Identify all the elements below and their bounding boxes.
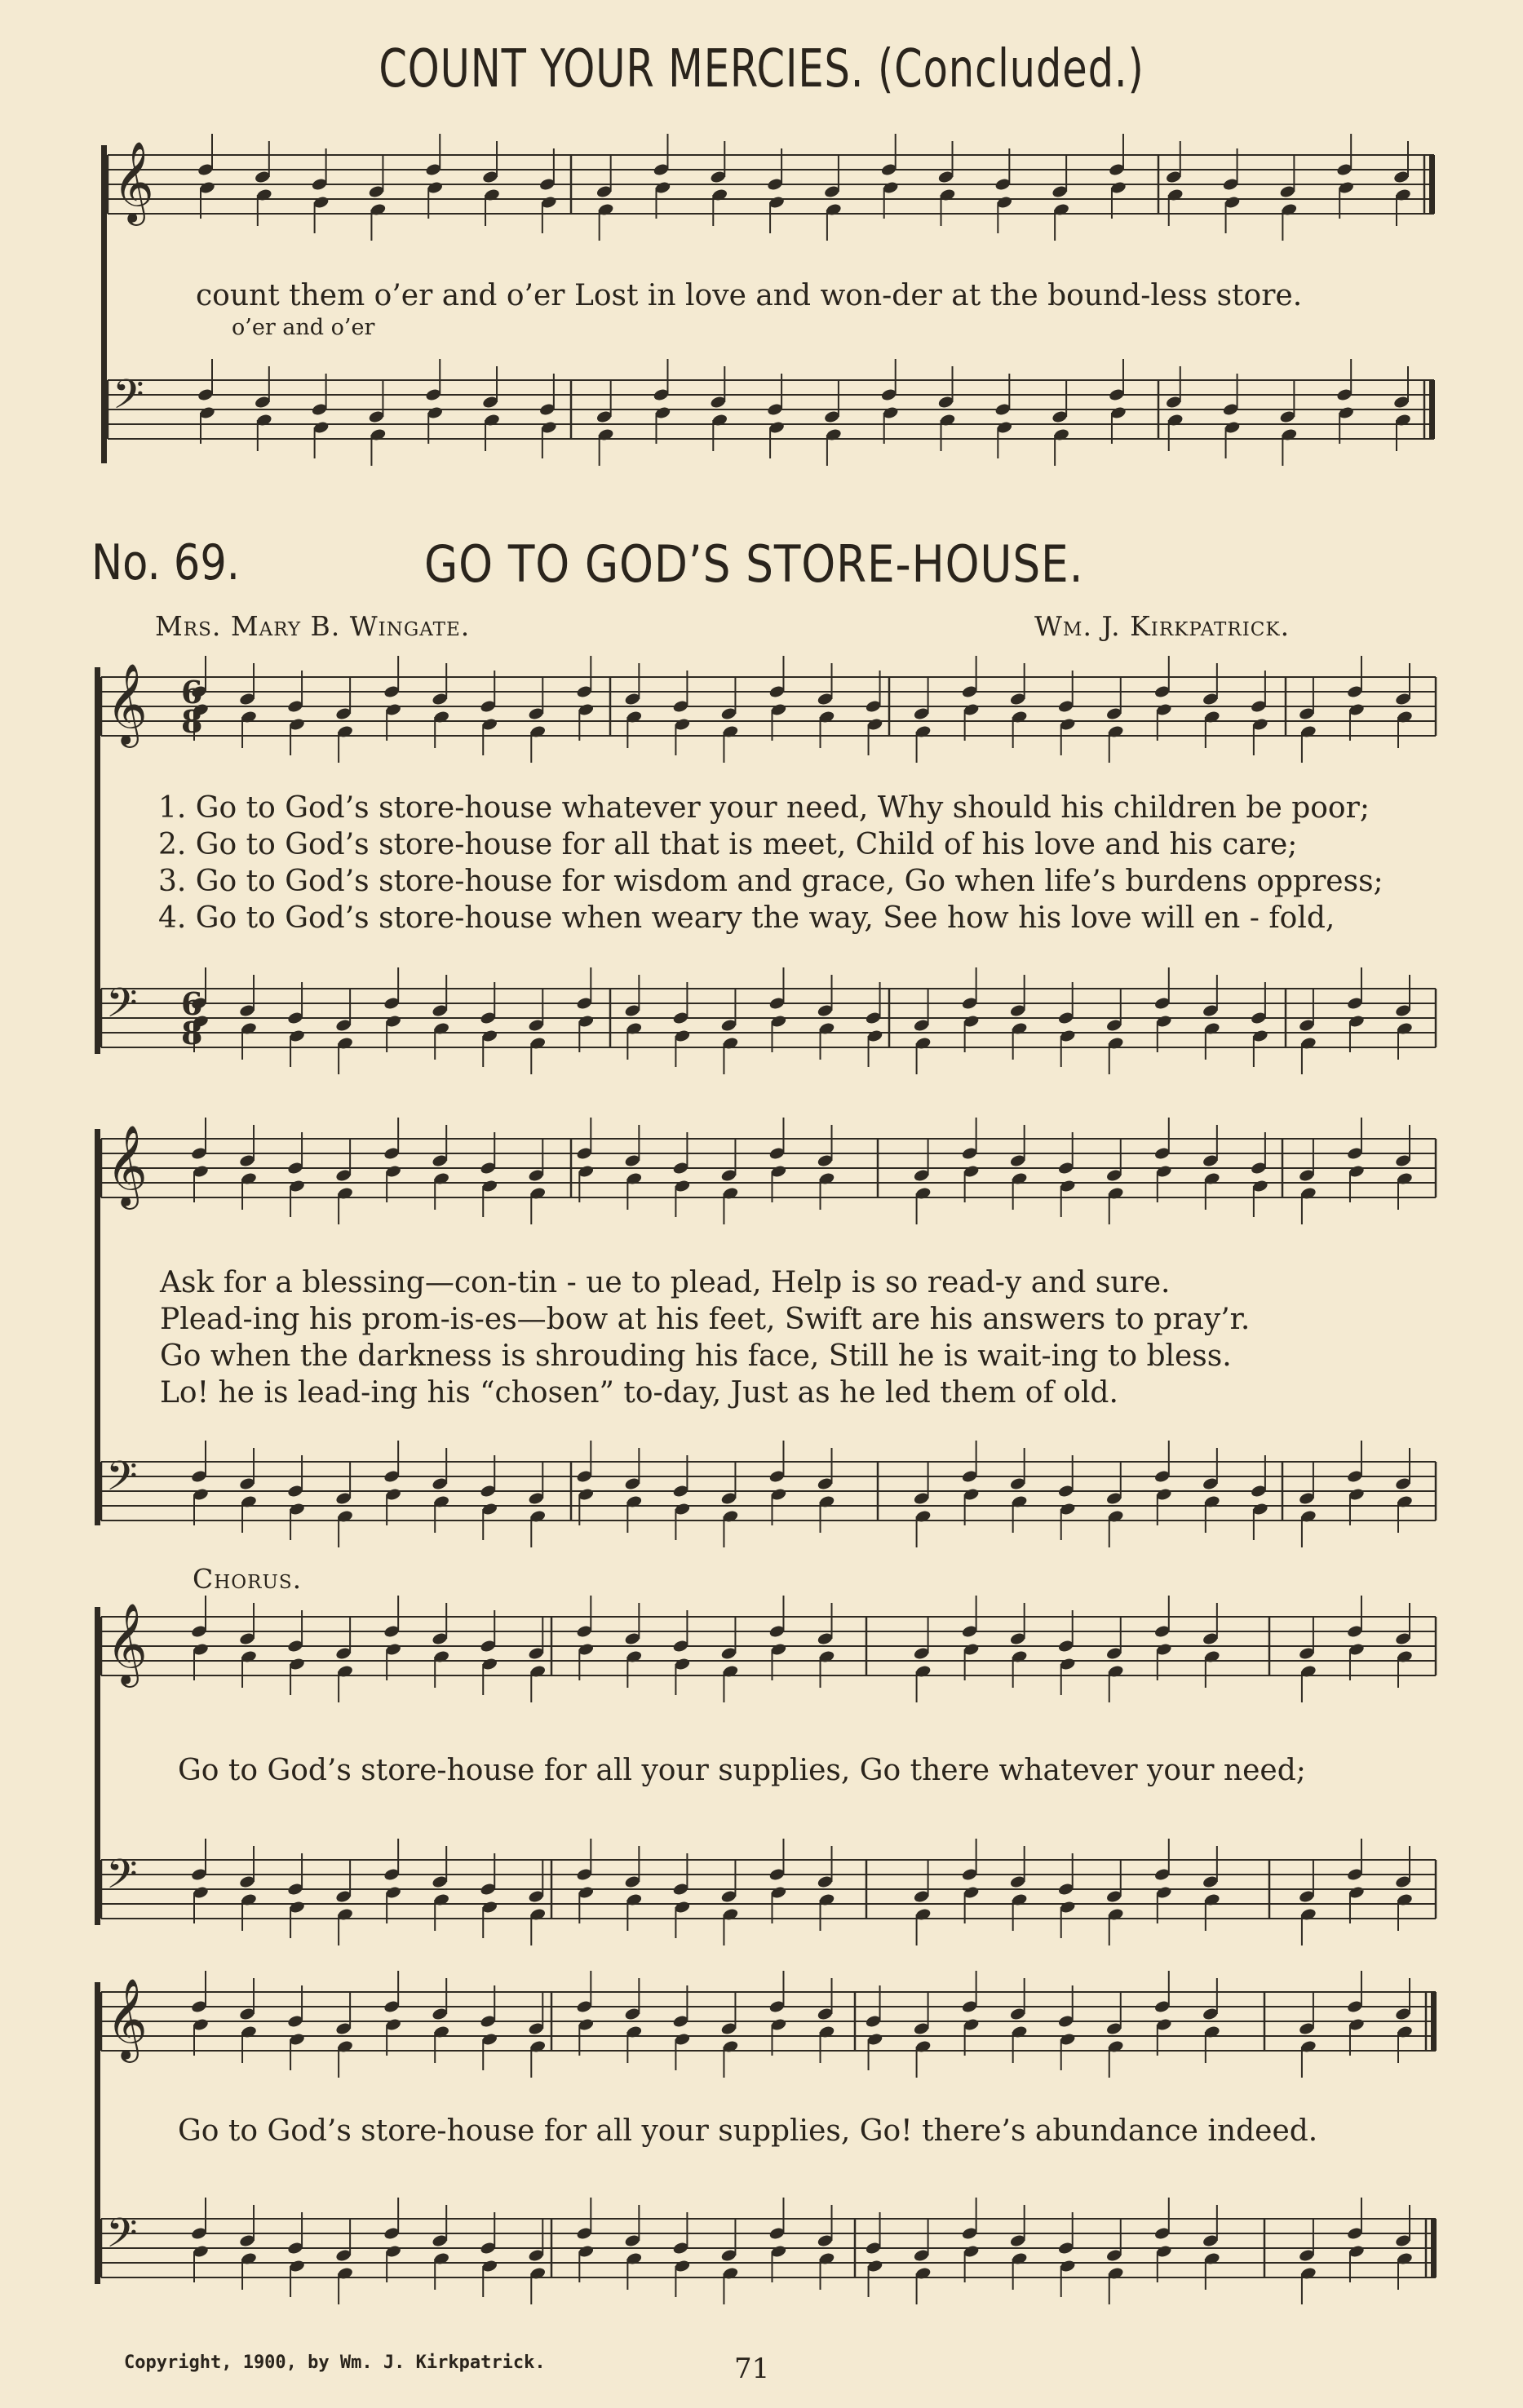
verse-line-2a: 2. Go to God’s store-house for all that is meet, Child of his love and his care;	[158, 828, 1298, 861]
verse-line-2b: Plead-ing his prom-is-es—bow at his feet, Swift are his answers to pray’r.	[160, 1303, 1251, 1336]
svg-text:𝄢: 𝄢	[106, 1851, 138, 1908]
svg-text:𝄞: 𝄞	[106, 1125, 148, 1206]
copyright-notice: Copyright, 1900, by Wm. J. Kirkpatrick.	[124, 2353, 546, 2373]
verse-line-3b: Go when the darkness is shrouding his face, Still he is wait-ing to bless.	[160, 1339, 1232, 1373]
verse-line-1b: Ask for a blessing—con-tin - ue to plead, Help is so read-y and sure.	[160, 1266, 1171, 1299]
svg-text:8: 8	[181, 703, 203, 740]
verse-line-1a: 1. Go to God’s store-house whatever your need, Why should his children be poor;	[158, 791, 1370, 825]
continuation-lyric: count them o’er and o’er Lost in love and won-der at the bound-less store.	[196, 279, 1303, 312]
author-credit: Mrs. Mary B. Wingate.	[155, 610, 471, 642]
svg-text:𝄢: 𝄢	[106, 1453, 138, 1510]
composer-credit: Wm. J. Kirkpatrick.	[1034, 610, 1291, 642]
svg-text:𝄞: 𝄞	[106, 1603, 148, 1684]
svg-text:𝄢: 𝄢	[106, 2210, 138, 2267]
svg-text:𝄢: 𝄢	[113, 371, 144, 428]
verse-line-4a: 4. Go to God’s store-house when weary the way, See how his love will en - fold,	[158, 901, 1335, 935]
svg-text:𝄞: 𝄞	[106, 663, 148, 745]
svg-text:8: 8	[181, 1015, 203, 1051]
chorus-label: Chorus.	[193, 1563, 303, 1595]
hymn-number: No. 69.	[91, 534, 240, 591]
svg-text:6: 6	[181, 674, 203, 710]
verse-line-3a: 3. Go to God’s store-house for wisdom and grace, Go when life’s burdens oppress;	[158, 865, 1384, 898]
svg-text:6: 6	[181, 985, 203, 1022]
chorus-lyric-1: Go to God’s store-house for all your supplies, Go there whatever your need;	[178, 1754, 1306, 1787]
continuation-echo-lyric: o’er and o’er	[232, 315, 375, 340]
verse-line-4b: Lo! he is lead-ing his “chosen” to-day, Just as he led them of old.	[160, 1376, 1118, 1410]
hymn-title: GO TO GOD’S STORE-HOUSE.	[424, 534, 1084, 594]
svg-text:𝄞: 𝄞	[106, 1978, 148, 2060]
page-number: 71	[734, 2353, 770, 2385]
svg-text:𝄞: 𝄞	[113, 141, 154, 223]
svg-text:𝄢: 𝄢	[106, 980, 138, 1037]
chorus-lyric-2: Go to God’s store-house for all your supplies, Go! there’s abundance indeed.	[178, 2114, 1318, 2148]
continuation-title: COUNT YOUR MERCIES. (Concluded.)	[379, 39, 1144, 100]
